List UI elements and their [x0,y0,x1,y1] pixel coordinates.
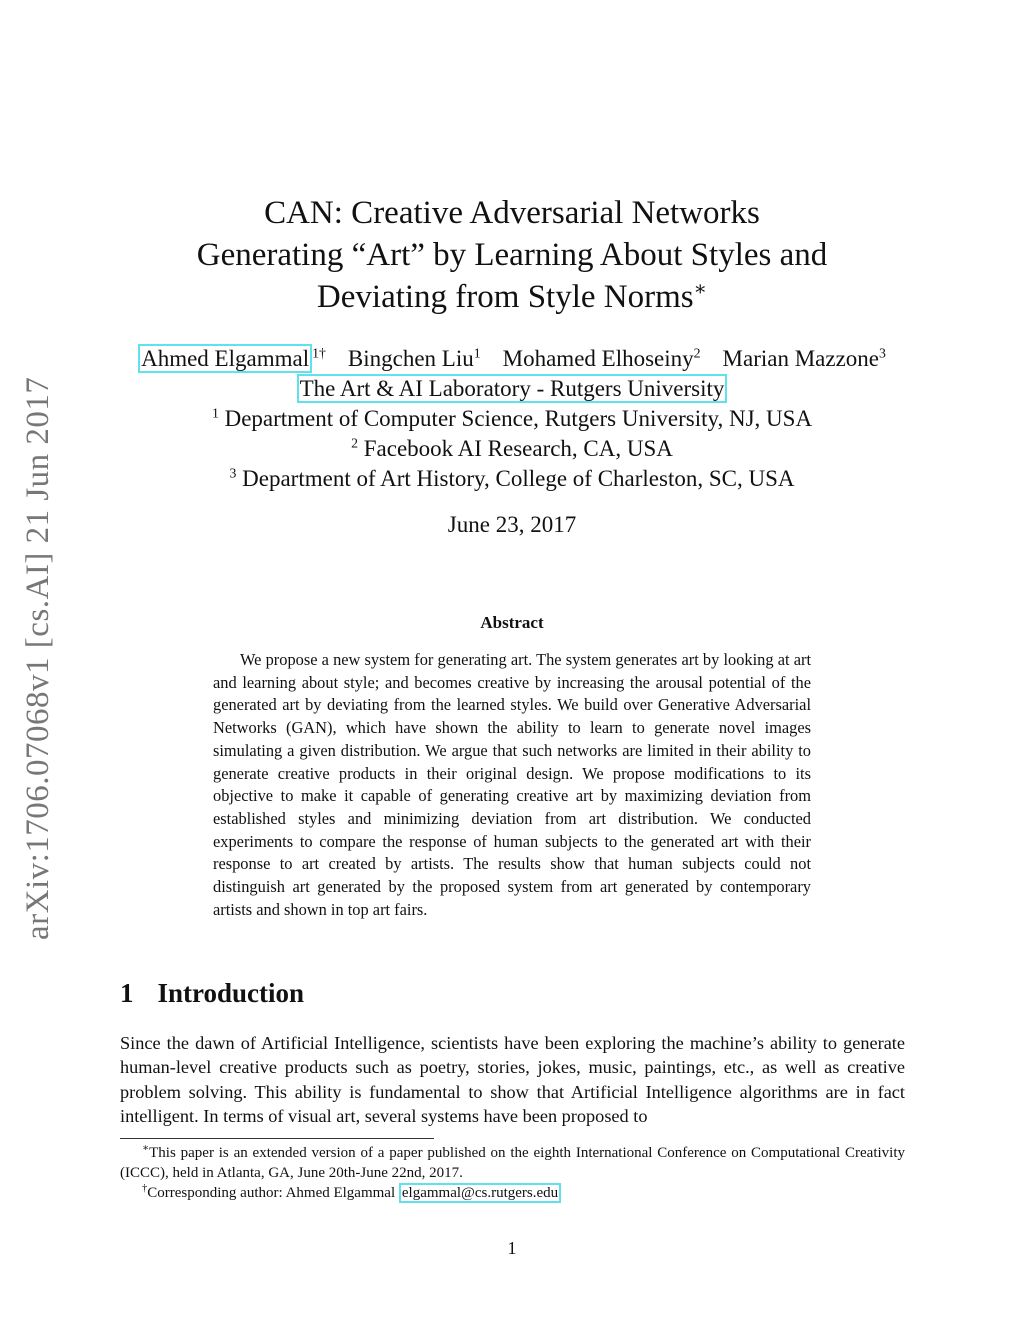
title-footnote-mark: ∗ [693,278,708,300]
author-link[interactable]: Ahmed Elgammal [138,344,312,373]
author-ahmed-elgammal [138,344,326,374]
author-mark: 1 [473,345,481,361]
affiliation-text: Department of Computer Science, Rutgers University, NJ, USA [218,406,813,431]
footnote-divider [120,1138,434,1139]
title-line-1: CAN: Creative Adversarial Networks [264,195,760,231]
arxiv-identifier-stamp: arXiv:1706.07068v1 [cs.AI] 21 Jun 2017 [20,376,56,940]
footnote-1 [120,1143,905,1183]
publication-date: June 23, 2017 [447,512,577,537]
footnote-mark: ∗ [142,1143,150,1154]
affiliation-mark: 2 [351,435,358,451]
author-mark: 2 [693,345,701,361]
section-title: Introduction [157,978,305,1008]
page-number: 1 [507,1238,517,1258]
affiliation-mark: 1 [211,405,219,421]
footnote-mark: † [142,1183,148,1194]
affiliation-text: Department of Art History, College of Charleston, SC, USA [236,466,795,491]
author-mark: 1† [312,345,326,361]
author-mohamed-elhoseiny [503,344,701,374]
section-heading [120,978,304,1009]
author-bingchen-liu [348,344,481,374]
paper-title [100,192,924,318]
lab-link[interactable]: The Art & AI Laboratory - Rutgers University [297,374,728,403]
title-line-3-text: Deviating from Style Norms [316,279,694,315]
author-mark: 3 [879,345,886,361]
affiliation-1 [100,404,924,434]
author-block [100,344,924,494]
abstract-heading: Abstract [480,613,544,632]
affiliation-3 [100,464,924,494]
author-name: Marian Mazzone [722,346,879,371]
affiliation-2 [100,434,924,464]
author-name: Bingchen Liu [347,346,474,371]
affiliation-mark: 3 [229,465,237,481]
footnote-2 [120,1183,905,1203]
author-marian-mazzone [723,344,886,374]
affiliation-text: Facebook AI Research, CA, USA [357,436,673,461]
title-line-3 [100,276,924,318]
footnote-text: This paper is an extended version of a paper published on the eighth International Conference on Computational Creativity (ICCC), held in Atlanta, GA, June 20th-June 22nd, 2017. [120,1145,905,1181]
email-link[interactable]: elgammal@cs.rutgers.edu [399,1183,561,1203]
footnote-text: Corresponding author: Ahmed Elgammal [147,1185,399,1201]
author-list [100,344,924,374]
lab-line [100,374,924,404]
introduction-body: Since the dawn of Artificial Intelligence, scientists have been exploring the machine’s ability to generate human-level creative products such as poetry, stories, jokes, music, paintings, etc., as well as creative problem solving. This ability is fundamental to show that Artificial Intelligence algorithms are in fact intelligent. In terms of visual art, several systems have been proposed to [120,1033,905,1126]
author-name: Mohamed Elhoseiny [502,346,694,371]
footnotes [120,1143,905,1203]
section-number: 1 [120,978,134,1008]
title-line-2: Generating “Art” by Learning About Styles and [196,237,828,273]
abstract-body: We propose a new system for generating art. The system generates art by looking at art and learning about style; and becomes creative by increasing the arousal potential of the generated art by deviating from the learned styles. We build over Generative Adversarial Networks (GAN), which have shown the ability to learn to generate novel images simulating a given distribution. We argue that such networks are limited in their ability to generate creative products in their original design. We propose modifications to its objective to make it capable of generating creative art by maximizing deviation from established styles and minimizing deviation from art distribution. We conducted experiments to compare the response of human subjects to the generated art with their response to art created by artists. The results show that human subjects could not distinguish art generated by the proposed system from art generated by contemporary artists and shown in top art fairs. [213,650,811,919]
